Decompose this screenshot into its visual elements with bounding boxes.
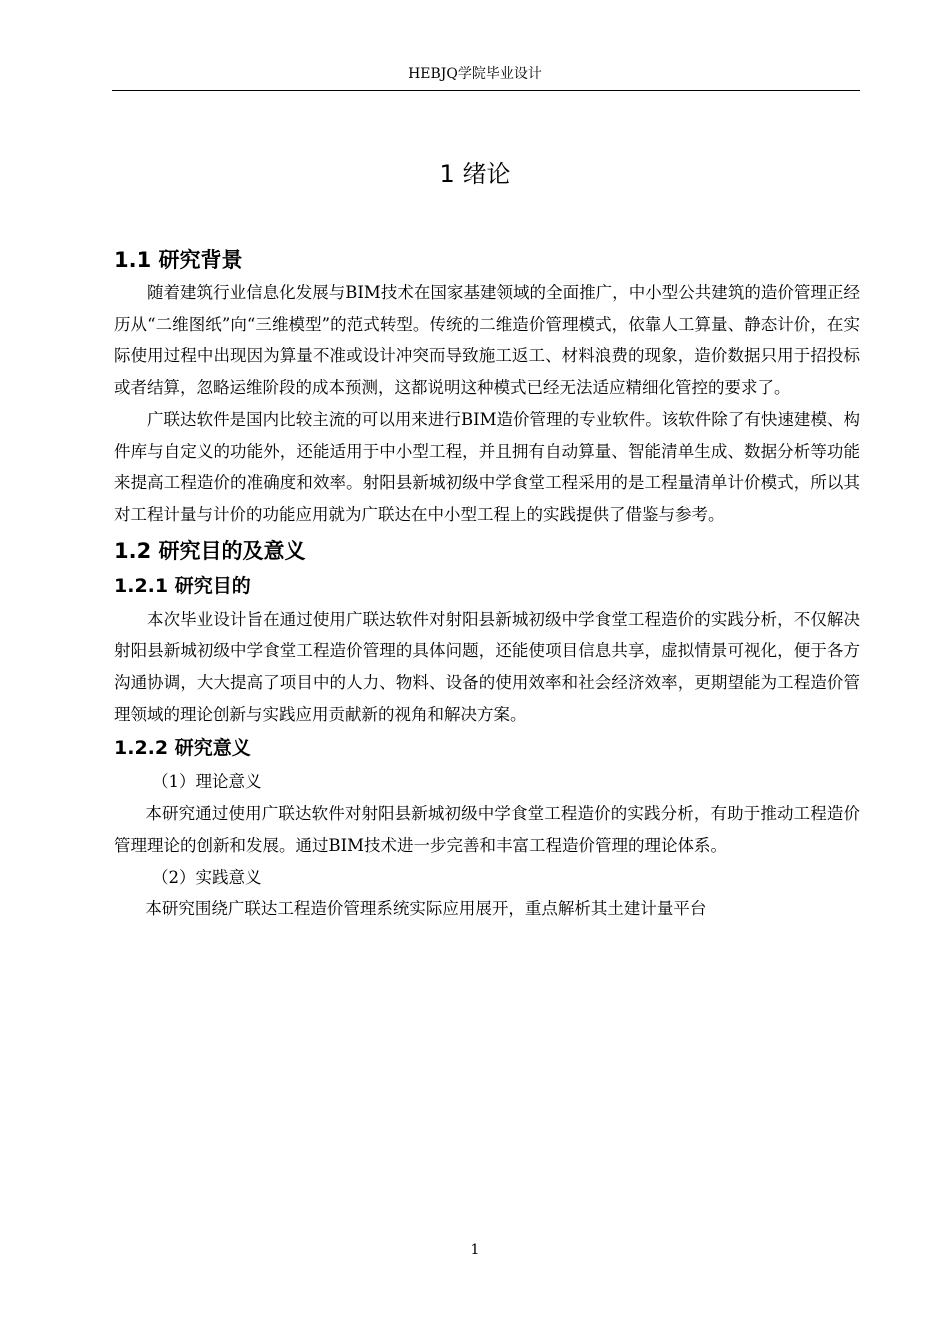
- paragraph: 本研究围绕广联达工程造价管理系统实际应用展开，重点解析其土建计量平台: [145, 899, 707, 919]
- list-item-label: （2）实践意义: [152, 867, 262, 887]
- document-body: [114, 242, 860, 925]
- page-number: 1: [470, 1242, 480, 1258]
- subsection-heading-1-2-1: 1.2.1 研究目的: [114, 574, 251, 597]
- paragraph: 随着建筑行业信息化发展与BIM技术在国家基建领域的全面推广，中小型公共建筑的造价管理正经历从“二维图纸”向“三维模型”的范式转型。传统的二维造价管理模式，依靠人工算量、静态计价，在实际使用过程中出现因为算量不准或设计冲突而导致施工返工、材料浪费的现象，造价数据只用于招投标或者结算，忽略运维阶段的成本预测，这都说明这种模式已经无法适应精细化管控的要求了。: [114, 283, 860, 398]
- paragraph: 本次毕业设计旨在通过使用广联达软件对射阳县新城初级中学食堂工程造价的实践分析，不仅解决射阳县新城初级中学食堂工程造价管理的具体问题，还能使项目信息共享，虚拟情景可视化，便于各方沟通协调，大大提高了项目中的人力、物料、设备的使用效率和社会经济效率，更期望能为工程造价管理领域的理论创新与实践应用贡献新的视角和解决方案。: [114, 609, 860, 724]
- chapter-title: 1 绪论: [439, 160, 511, 188]
- section-heading-1-1: 1.1 研究背景: [114, 248, 243, 272]
- subsection-heading-1-2-2: 1.2.2 研究意义: [114, 737, 251, 760]
- list-item-label: （1）理论意义: [152, 772, 262, 792]
- header-divider: [112, 90, 860, 91]
- paragraph: 本研究通过使用广联达软件对射阳县新城初级中学食堂工程造价的实践分析，有助于推动工程造价管理理论的创新和发展。通过BIM技术进一步完善和丰富工程造价管理的理论体系。: [114, 804, 860, 855]
- running-header: HEBJQ学院毕业设计: [408, 66, 542, 82]
- section-heading-1-2: 1.2 研究目的及意义: [114, 538, 306, 563]
- paragraph: 广联达软件是国内比较主流的可以用来进行BIM造价管理的专业软件。该软件除了有快速建模、构件库与自定义的功能外，还能适用于中小型工程，并且拥有自动算量、智能清单生成、数据分析等功能来提高工程造价的准确度和效率。射阳县新城初级中学食堂工程采用的是工程量清单计价模式，所以其对工程计量与计价的功能应用就为广联达在中小型工程上的实践提供了借鉴与参考。: [114, 409, 860, 524]
